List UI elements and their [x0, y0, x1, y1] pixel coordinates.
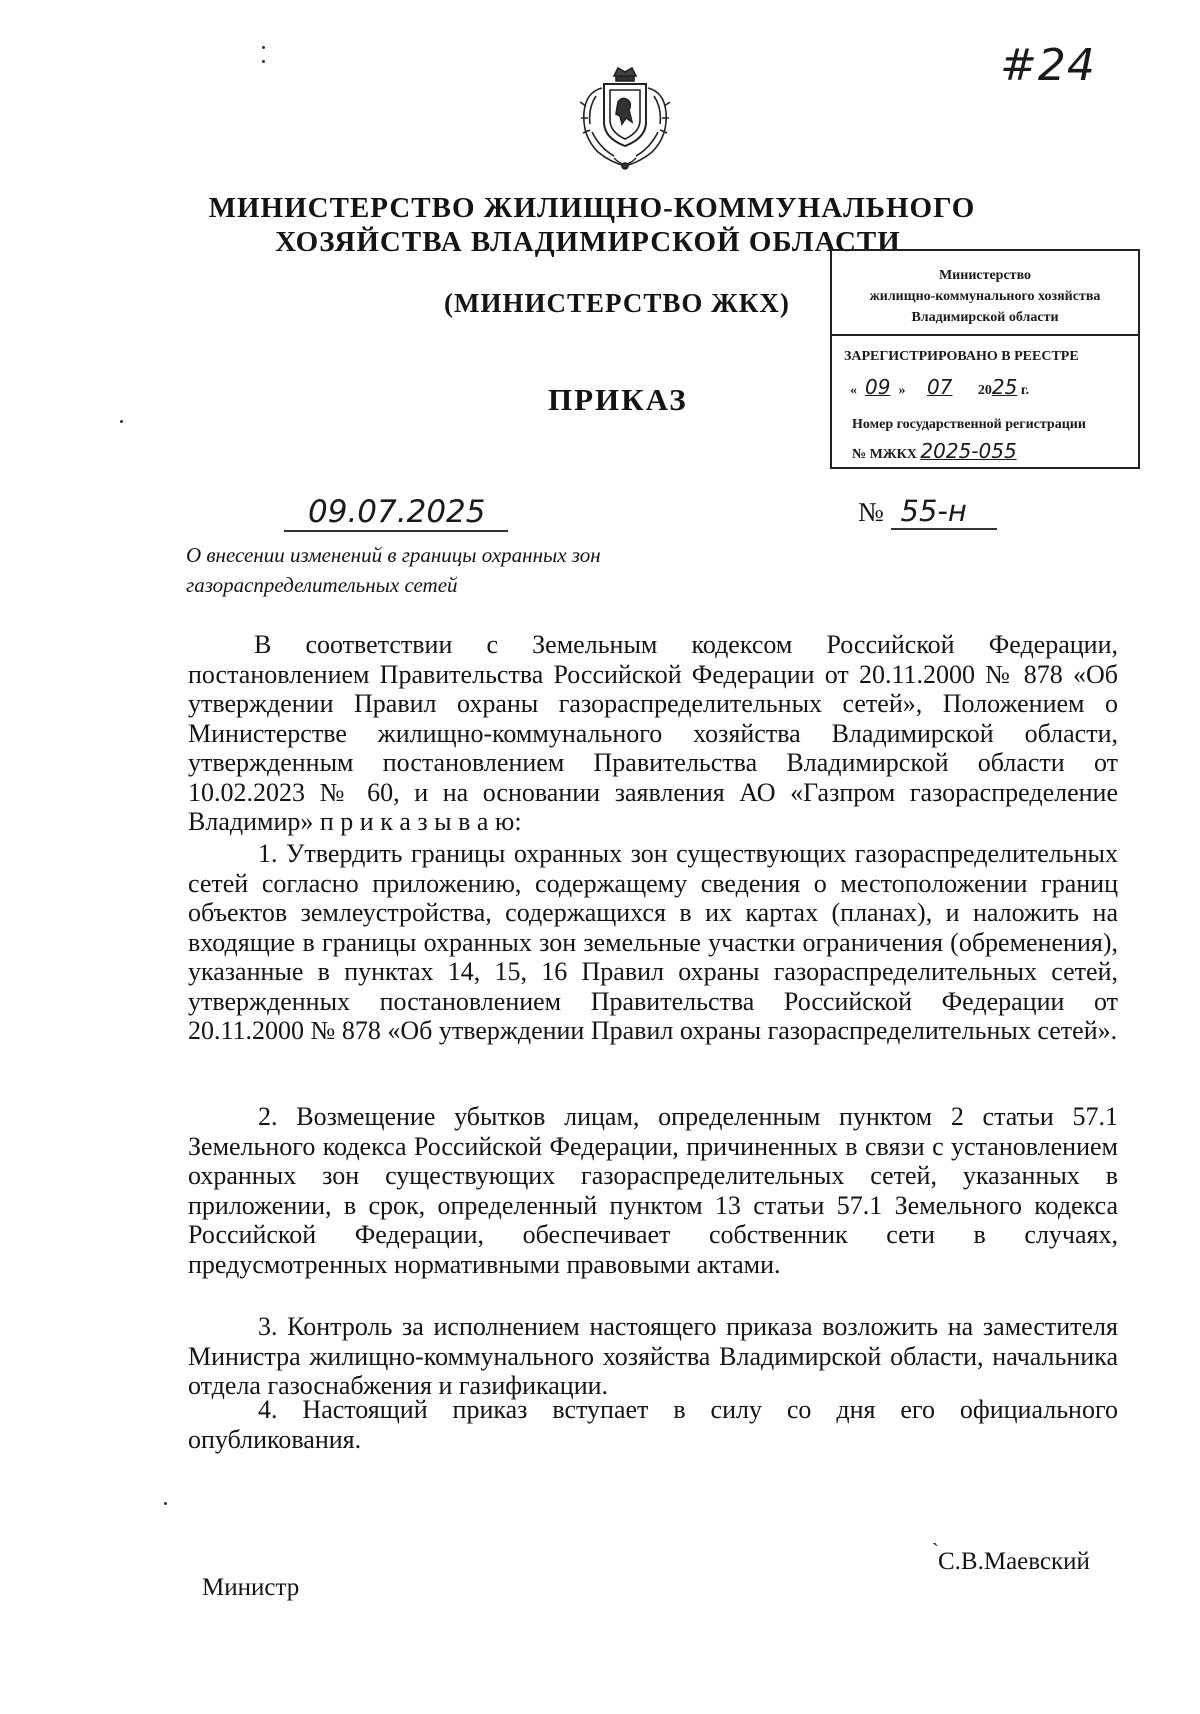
stamp-date-day: 09: [865, 375, 891, 399]
stamp-org-line: Владимирской области: [911, 310, 1059, 325]
stamp-number-line: [852, 439, 1017, 463]
signer-title: Министр: [202, 1574, 300, 1601]
number-sign: №: [858, 497, 884, 527]
preamble-paragraph: В соответствии с Земельным кодексом Российской Федерации, постановлением Правительства Российской Федерации от 20.11.2000 № 878 «Об утверждении Правил охраны газораспределительных сетей», Положением о Министерстве жилищно-коммунального хозяйства Владимирской области, утвержденным постановлением Правительства Владимирской области от 10.02.2023 № 60, и на основании заявления АО «Газпром газораспределение Владимир» п р и к а з ы в а ю:: [188, 630, 1118, 836]
stamp-date-year-prefix: 20: [977, 383, 992, 398]
document-type-title: ПРИКАЗ: [548, 382, 688, 417]
registration-stamp: [830, 249, 1140, 469]
stamp-number-prefix: № МЖКХ: [852, 447, 917, 462]
stamp-organization: [832, 265, 1138, 328]
stamp-org-line: Министерство: [938, 268, 1032, 283]
signature-mark: `: [932, 1540, 939, 1562]
scan-speck: [120, 420, 123, 423]
stamp-registered-label: ЗАРЕГИСТРИРОВАНО В РЕЕСТРЕ: [844, 349, 1079, 364]
clause-4-paragraph: 4. Настоящий приказ вступает в силу со дня его официального опубликования.: [188, 1395, 1118, 1454]
scan-speck: [262, 60, 265, 63]
document-number: [858, 494, 997, 528]
handwritten-page-number: #24: [1000, 40, 1096, 91]
ministry-short-name: (МИНИСТЕРСТВО ЖКХ): [444, 288, 790, 318]
stamp-org-line: жилищно-коммунального хозяйства: [869, 289, 1101, 304]
scan-speck: [164, 1502, 167, 1505]
subject-line: О внесении изменений в границы охранных зон: [186, 543, 601, 567]
clause-3-paragraph: 3. Контроль за исполнением настоящего приказа возложить на заместителя Министра жилищно-коммунального хозяйства Владимирской области, начальника отдела газоснабжения и газификации.: [188, 1312, 1118, 1400]
document-date: 09.07.2025: [284, 494, 508, 532]
ministry-name-line-2: ХОЗЯЙСТВА ВЛАДИМИРСКОЙ ОБЛАСТИ: [275, 226, 901, 258]
stamp-date-month: 07: [926, 375, 953, 399]
clause-2-paragraph: 2. Возмещение убытков лицам, определенным пунктом 2 статьи 57.1 Земельного кодекса Российской Федерации, причиненных в связи с установлением охранных зон существующих газораспределительных сетей, указанных в приложении, в срок, определенный пунктом 13 статьи 57.1 Земельного кодекса Российской Федерации, обеспечивает собственник сети в случаях, предусмотренных нормативными правовыми актами.: [188, 1102, 1118, 1279]
clause-1-paragraph: 1. Утвердить границы охранных зон существующих газораспределительных сетей согласно приложению, содержащему сведения о местоположении границ объектов землеустройства, содержащихся в их картах (планах), и наложить на входящие в границы охранных зон земельные участки ограничения (обременения), указанные в пунктах 14, 15, 16 Правил охраны газораспределительных сетей, утвержденных постановлением Правительства Российской Федерации от 20.11.2000 № 878 «Об утверждении Правил охраны газораспределительных сетей».: [188, 839, 1118, 1045]
vladimir-coat-of-arms-icon: [574, 62, 676, 174]
scan-speck: [262, 46, 265, 49]
stamp-registration-date: « 09 » 07 2025 г.: [850, 375, 1030, 399]
signer-name: С.В.Маевский: [938, 1548, 1090, 1575]
subject-line: газораспределительных сетей: [186, 573, 458, 597]
stamp-year-label: г.: [1020, 383, 1030, 398]
stamp-date-year-suffix: 25: [991, 375, 1018, 399]
ministry-name-line-1: МИНИСТЕРСТВО ЖИЛИЩНО-КОММУНАЛЬНОГО: [208, 192, 976, 224]
stamp-number-label: Номер государственной регистрации: [852, 417, 1086, 432]
stamp-divider: [832, 334, 1138, 336]
document-subject: [186, 540, 706, 600]
stamp-number-value: 2025-055: [920, 439, 1017, 463]
document-number-value: 55-н: [891, 494, 997, 530]
